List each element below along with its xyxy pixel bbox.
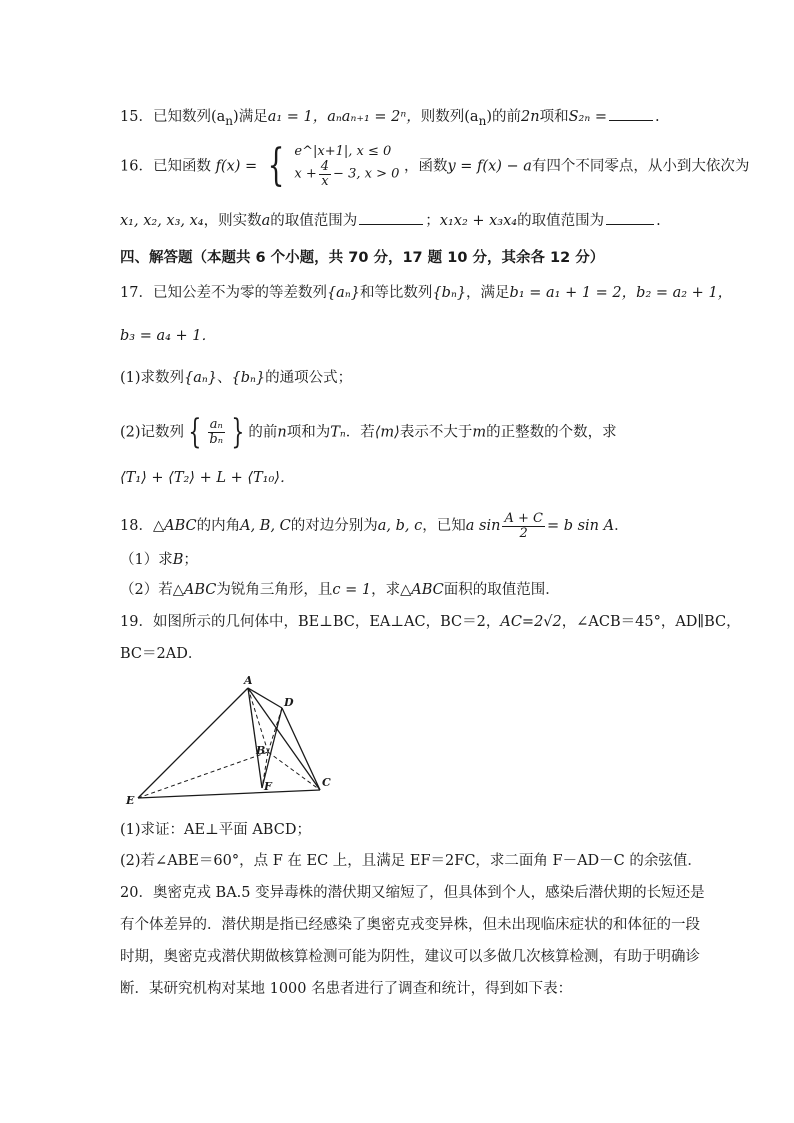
piecewise-brace: { e^|x+1|, x ≤ 0 x + $\frac{4}{x}$ − 3, x > 0 xyxy=(267,140,400,191)
q16-label: 16．已知函数 xyxy=(120,158,211,175)
q16-text5: 的取值范围为 xyxy=(517,213,605,229)
q19-part2: (2)若∠ABE＝60°，点 F 在 EC 上，且满足 EF＝2FC，求二面角 F－AD－C 的余弦值． xyxy=(120,853,702,869)
q17-p2-text4: ．若 xyxy=(345,424,375,441)
q15-seq2: $(a_n)$ xyxy=(464,109,493,128)
q17-Tn: Tₙ xyxy=(330,424,346,441)
q15-text: 满足 xyxy=(238,109,268,125)
q18-text: 的内角 xyxy=(196,518,241,535)
q19-ac: AC=2√2 xyxy=(500,614,562,630)
q20-line3: 时期，奥密克戎潜伏期做核算检测可能为阴性，建议可以多做几次核算检测，有助于明确诊 xyxy=(120,949,700,965)
edge-EC xyxy=(138,790,320,798)
q17-eq2: b₂ = a₂ + 1， xyxy=(636,285,733,301)
q17-bn: {bₙ} xyxy=(432,285,467,301)
geometry-figure xyxy=(120,672,340,816)
left-brace: { xyxy=(188,412,202,452)
question-17 xyxy=(120,285,732,302)
q18-c1: c = 1 xyxy=(332,582,372,598)
q15-text2: 则数列 xyxy=(420,109,465,125)
label-A: A xyxy=(244,674,253,687)
q18-part2 xyxy=(120,582,560,599)
q18-p1-end: ； xyxy=(183,552,198,568)
solid-diagram xyxy=(120,672,340,812)
q20-line4: 断．某研究机构对某地 1000 名患者进行了调查和统计，得到如下表： xyxy=(120,981,573,997)
q17-p1-an: {aₙ} xyxy=(184,370,218,386)
question-16 xyxy=(120,140,749,193)
q18-abc: a, b, c xyxy=(377,518,423,535)
q18-tri: △ABC xyxy=(152,518,197,535)
case-1: e^|x+1|, x ≤ 0 xyxy=(294,144,392,160)
q19-line2: BC＝2AD． xyxy=(120,646,203,662)
q16-text4: 的取值范围为 xyxy=(270,213,358,229)
q16-expr: x₁x₂ + x₃x₄ xyxy=(439,213,518,229)
section-heading: 四、解答题（本题共 6 个小题，共 70 分，17 题 10 分，其余各 12 分） xyxy=(120,250,605,266)
question-19 xyxy=(120,614,741,631)
q17-an: {aₙ} xyxy=(326,285,360,301)
q17-p1-text2: 的通项公式； xyxy=(265,370,353,386)
q17-sum-expr: ⟨T₁⟩ + ⟨T₂⟩ + L + ⟨T₁₀⟩． xyxy=(120,470,295,486)
q16-end: . xyxy=(656,213,661,229)
q18-part1 xyxy=(120,552,198,569)
case-2: x + $\frac{4}{x}$ − 3, x > 0 xyxy=(294,159,400,190)
q17-mbrack: ⟨m⟩ xyxy=(374,424,400,441)
q15-cond2: aₙaₙ₊₁ = 2ⁿ， xyxy=(327,109,421,125)
q16-text: ，函数 xyxy=(403,158,448,175)
q19-text2: ，∠ACB＝45°，AD∥BC， xyxy=(561,614,741,630)
q17-p1-sep: 、 xyxy=(217,370,232,386)
q18-fraction: $\frac{A + C}{2}$ xyxy=(504,511,543,541)
q18-caps: A, B, C xyxy=(240,518,291,535)
q18-label: 18． xyxy=(120,518,153,535)
q18-p2-text4: 面积的取值范围． xyxy=(443,582,560,598)
question-15 xyxy=(120,108,660,128)
label-C: C xyxy=(322,776,331,789)
q15-text4: 项和 xyxy=(539,109,569,125)
q19-part1: (1)求证：AE⊥平面 ABCD； xyxy=(120,822,311,838)
q18-text2: 的对边分别为 xyxy=(290,518,378,535)
q15-seq: $(a_n)$ xyxy=(210,109,239,128)
q17-p1-text: (1)求数列 xyxy=(120,370,185,386)
answer-blank[interactable] xyxy=(359,212,423,225)
q18-p2-tri: △ABC xyxy=(172,582,217,598)
right-brace: } xyxy=(231,412,245,452)
q18-text3: ，已知 xyxy=(422,518,466,535)
question-18 xyxy=(120,512,629,540)
edge-AF xyxy=(248,688,262,788)
label-F: F xyxy=(264,780,272,793)
q15-text3: 的前 xyxy=(492,109,522,125)
q18-p1-text: （1）求 xyxy=(120,552,173,568)
q18-rhs: = b sin A xyxy=(546,518,615,535)
edge-DC xyxy=(282,708,320,790)
q17-eq1: b₁ = a₁ + 1 = 2， xyxy=(509,285,637,301)
q20-line1: 20．奥密克戎 BA.5 变异毒株的潜伏期又缩短了，但具体到个人，感染后潜伏期的长短还是 xyxy=(120,885,705,901)
q17-p2-text: (2)记数列 xyxy=(120,424,185,441)
q16-fx: f(x) = xyxy=(215,158,258,175)
q17-text2: 和等比数列 xyxy=(359,285,433,301)
q18-end: ． xyxy=(614,518,629,535)
q18-p2-tri2: △ABC xyxy=(400,582,444,598)
q16-text2: 有四个不同零点，从小到大依次为 xyxy=(531,158,750,175)
q17-part2 xyxy=(120,412,617,453)
q18-asin: a sin xyxy=(465,518,501,535)
q15-2n: 2n xyxy=(521,109,540,125)
q18-p2-text3: ，求 xyxy=(371,582,401,598)
label-B: B xyxy=(256,744,266,757)
q17-line2: b₃ = a₄ + 1． xyxy=(120,328,217,344)
q17-text: 17．已知公差不为零的等差数列 xyxy=(120,285,327,301)
q18-p2-text: （2）若 xyxy=(120,582,173,598)
question-16-line2 xyxy=(120,212,661,230)
q15-cond1: a₁ = 1， xyxy=(267,109,328,125)
q16-text3: ，则实数 xyxy=(203,213,262,229)
answer-blank[interactable] xyxy=(606,212,654,225)
q15-sum: S₂ₙ = xyxy=(568,109,607,125)
q20-line2: 有个体差异的．潜伏期是指已经感染了奥密克戎变异株，但未出现临床症状的和体征的一段 xyxy=(120,917,700,933)
q15-end: . xyxy=(655,109,660,125)
q17-p2-text3: 项和为 xyxy=(286,424,331,441)
edge-EB xyxy=(138,752,268,798)
answer-blank[interactable] xyxy=(609,108,653,121)
q15-label: 15．已知数列 xyxy=(120,109,211,125)
q16-yfx: y = f(x) − a xyxy=(447,158,532,175)
q16-sep: ； xyxy=(425,213,440,229)
label-E: E xyxy=(126,794,135,807)
q16-vars: x₁, x₂, x₃, x₄ xyxy=(120,213,204,229)
label-D: D xyxy=(284,696,294,709)
q17-p2-text5: 表示不大于 xyxy=(399,424,473,441)
q17-n: n xyxy=(277,424,287,441)
q17-m: m xyxy=(472,424,487,441)
q17-text3: ，满足 xyxy=(466,285,510,301)
q17-p2-text6: 的正整数的个数，求 xyxy=(486,424,617,441)
q17-fraction: $\frac{\text{aₙ}}{\text{bₙ}}$ xyxy=(209,417,223,447)
q17-p1-bn: {bₙ} xyxy=(231,370,266,386)
q18-B: B xyxy=(172,552,184,568)
piecewise-cases xyxy=(294,144,399,189)
q16-a: a xyxy=(261,213,271,229)
q17-p2-text2: 的前 xyxy=(248,424,278,441)
q17-part1 xyxy=(120,370,352,387)
edge-AE xyxy=(138,688,248,798)
q19-text: 19．如图所示的几何体中，BE⊥BC，EA⊥AC，BC＝2， xyxy=(120,614,501,630)
q18-p2-text2: 为锐角三角形，且 xyxy=(216,582,333,598)
edge-BC xyxy=(268,752,320,790)
